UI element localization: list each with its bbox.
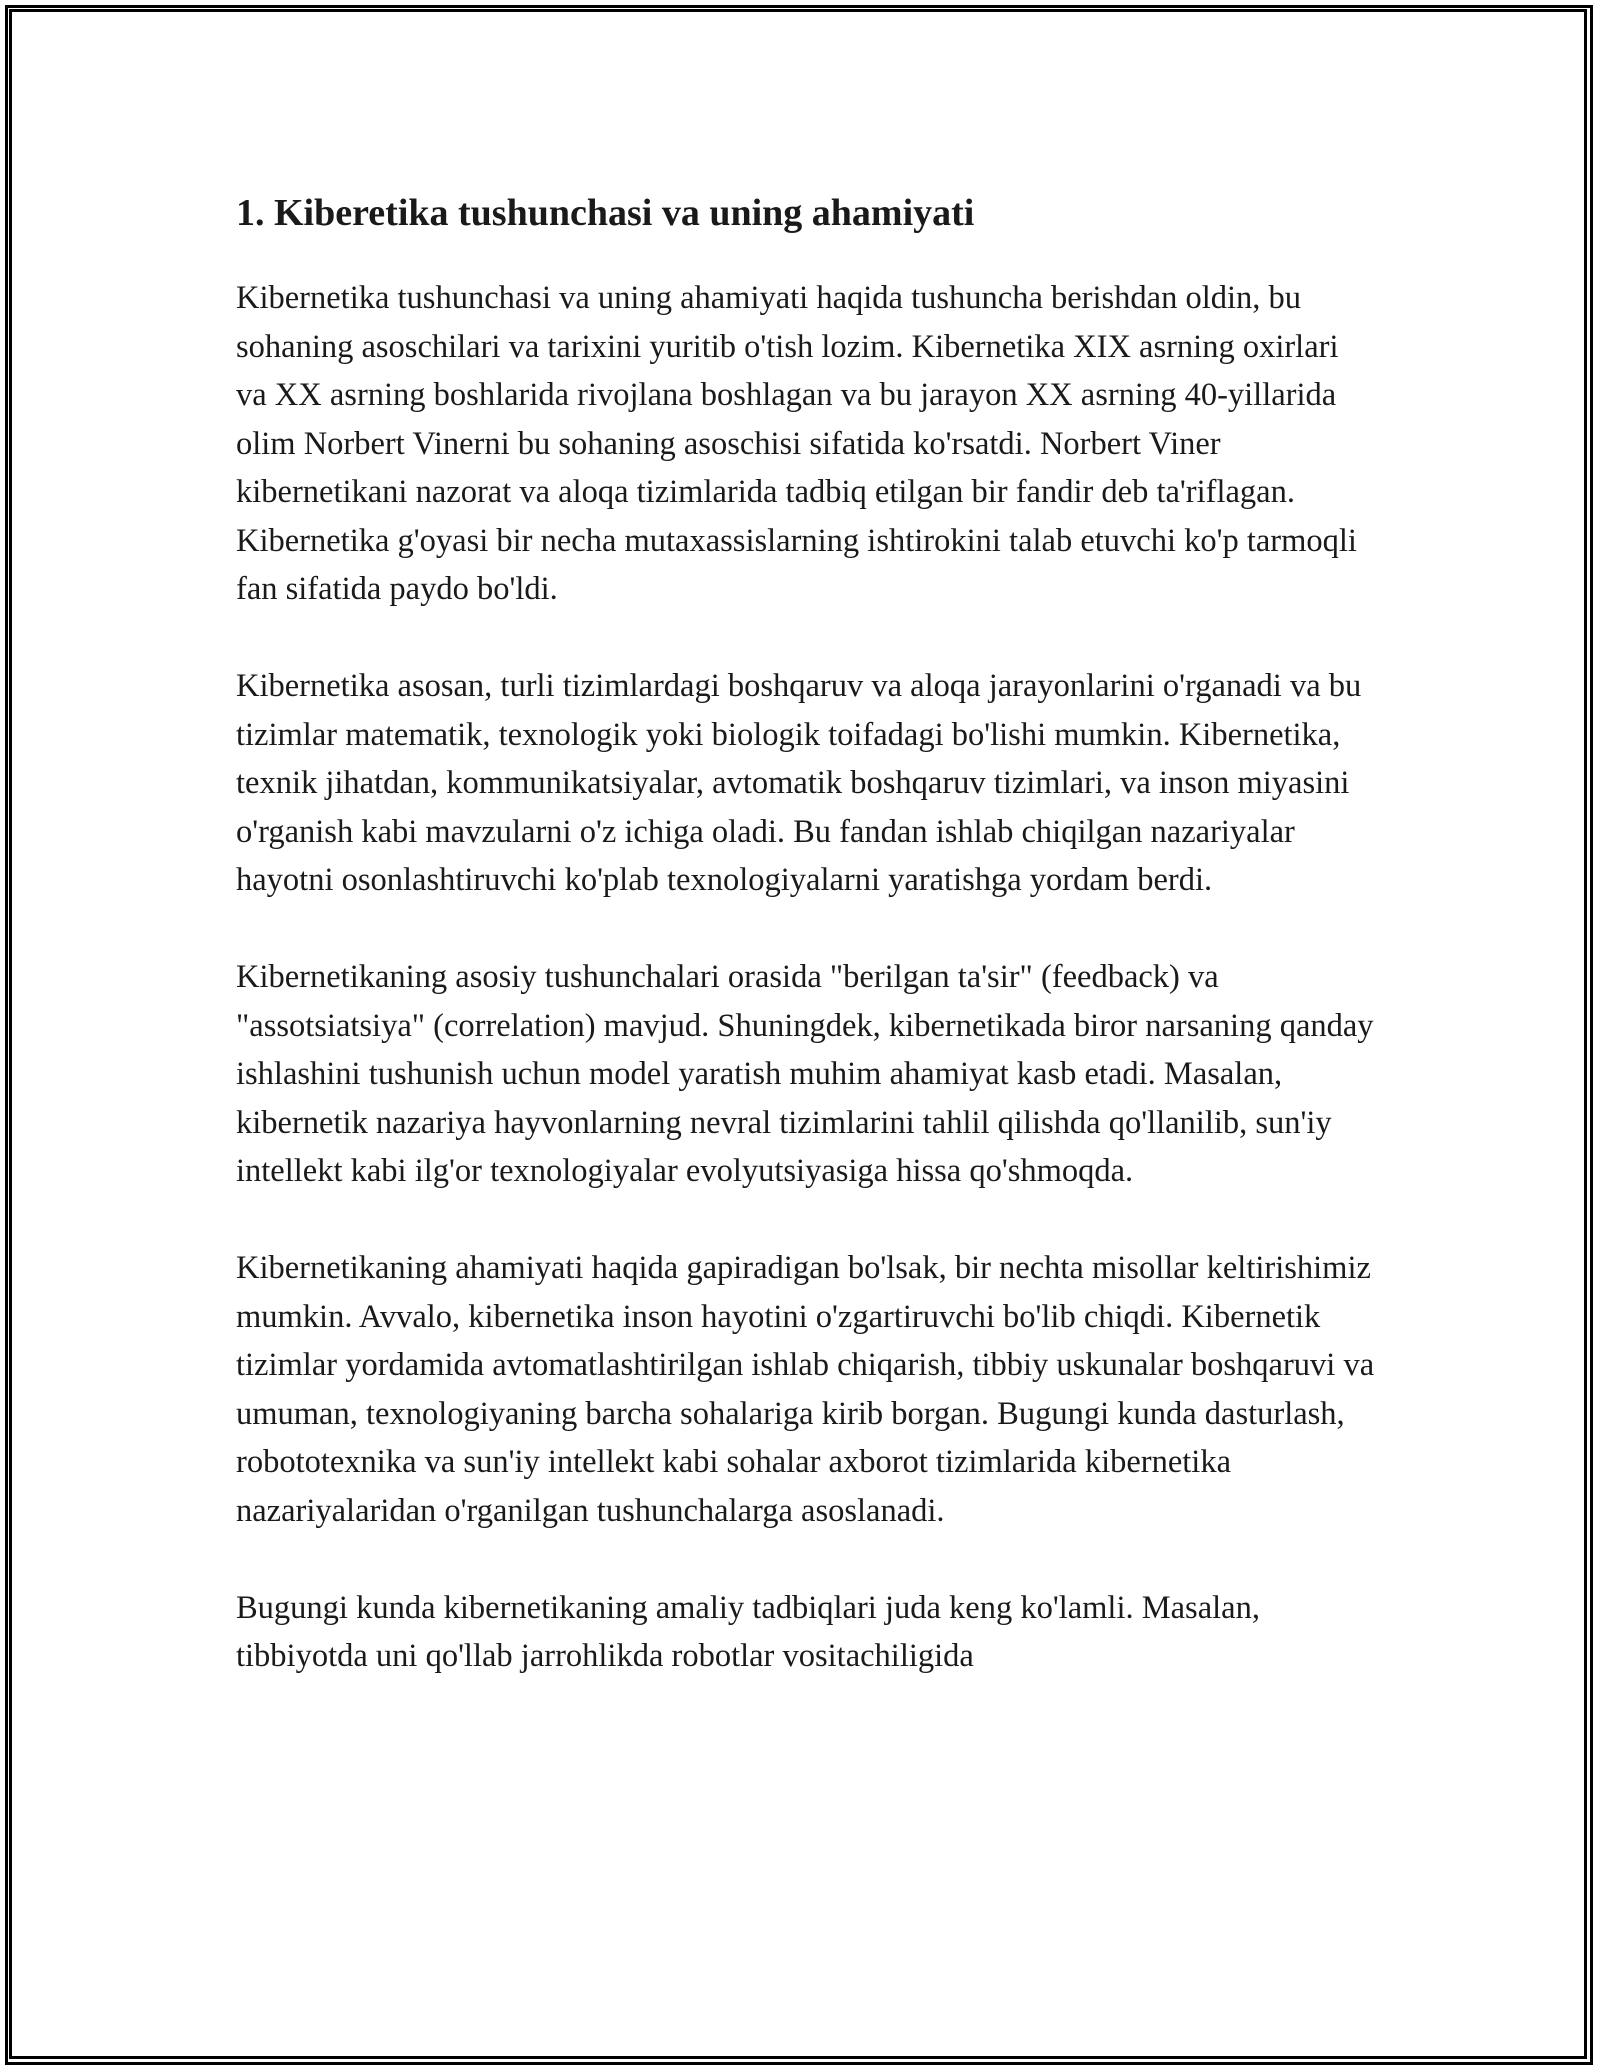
paragraph-4: Kibernetikaning ahamiyati haqida gapiradigan bo'lsak, bir nechta misollar keltirishimiz mumkin. Avvalo, kibernetika inson hayotini o'zgartiruvchi bo'lib chiqdi. Kibernetik tizimlar yordamida avtomatlashtirilgan ishlab chiqarish, tibbiy uskunalar boshqaruvi va umuman, texnologiyaning barcha sohalariga kirib borgan. Bugungi kunda dasturlash, robototexnika va sun'iy intellekt kabi sohalar axborot tizimlarida kibernetika nazariyalaridan o'rganilgan tushunchalarga asoslanadi.	[236, 1250, 1375, 1529]
document-body	[236, 182, 1376, 1729]
paragraph-1: Kibernetika tushunchasi va uning ahamiyati haqida tushuncha berishdan oldin, bu sohaning asoschilari va tarixini yuritib o'tish lozim. Kibernetika XIX asrning oxirlari va XX asrning boshlarida rivojlana boshlagan va bu jarayon XX asrning 40-yillarida olim Norbert Vinerni bu sohaning asoschisi sifatida ko'rsatdi. Norbert Viner kibernetikani nazorat va aloqa tizimlarida tadbiq etilgan bir fandir deb ta'riflagan. Kibernetika g'oyasi bir necha mutaxassislarning ishtirokini talab etuvchi ko'p tarmoqli fan sifatida paydo bo'ldi.	[236, 280, 1357, 607]
paragraph-3: Kibernetikaning asosiy tushunchalari orasida "berilgan ta'sir" (feedback) va "assotsiatsiya" (correlation) mavjud. Shuningdek, kibernetikada biror narsaning qanday ishlashini tushunish uchun model yaratish muhim ahamiyat kasb etadi. Masalan, kibernetik nazariya hayvonlarning nevral tizimlarini tahlil qilishda qo'llanilib, sun'iy intellekt kabi ilg'or texnologiyalar evolyutsiyasiga hissa qo'shmoqda.	[236, 959, 1374, 1189]
section-heading: 1. Kiberetika tushunchasi va uning ahamiyati	[236, 192, 975, 234]
paragraph-5: Bugungi kunda kibernetikaning amaliy tadbiqlari juda keng ko'lamli. Masalan, tibbiyotda uni qo'llab jarrohlikda robotlar vositachiligida	[236, 1589, 1260, 1674]
paragraph-2: Kibernetika asosan, turli tizimlardagi boshqaruv va aloqa jarayonlarini o'rganadi va bu tizimlar matematik, texnologik yoki biologik toifadagi bo'lishi mumkin. Kibernetika, texnik jihatdan, kommunikatsiyalar, avtomatik boshqaruv tizimlari, va inson miyasini o'rganish kabi mavzularni o'z ichiga oladi. Bu fandan ishlab chiqilgan nazariyalar hayotni osonlashtiruvchi ko'plab texnologiyalarni yaratishga yordam berdi.	[236, 668, 1362, 898]
